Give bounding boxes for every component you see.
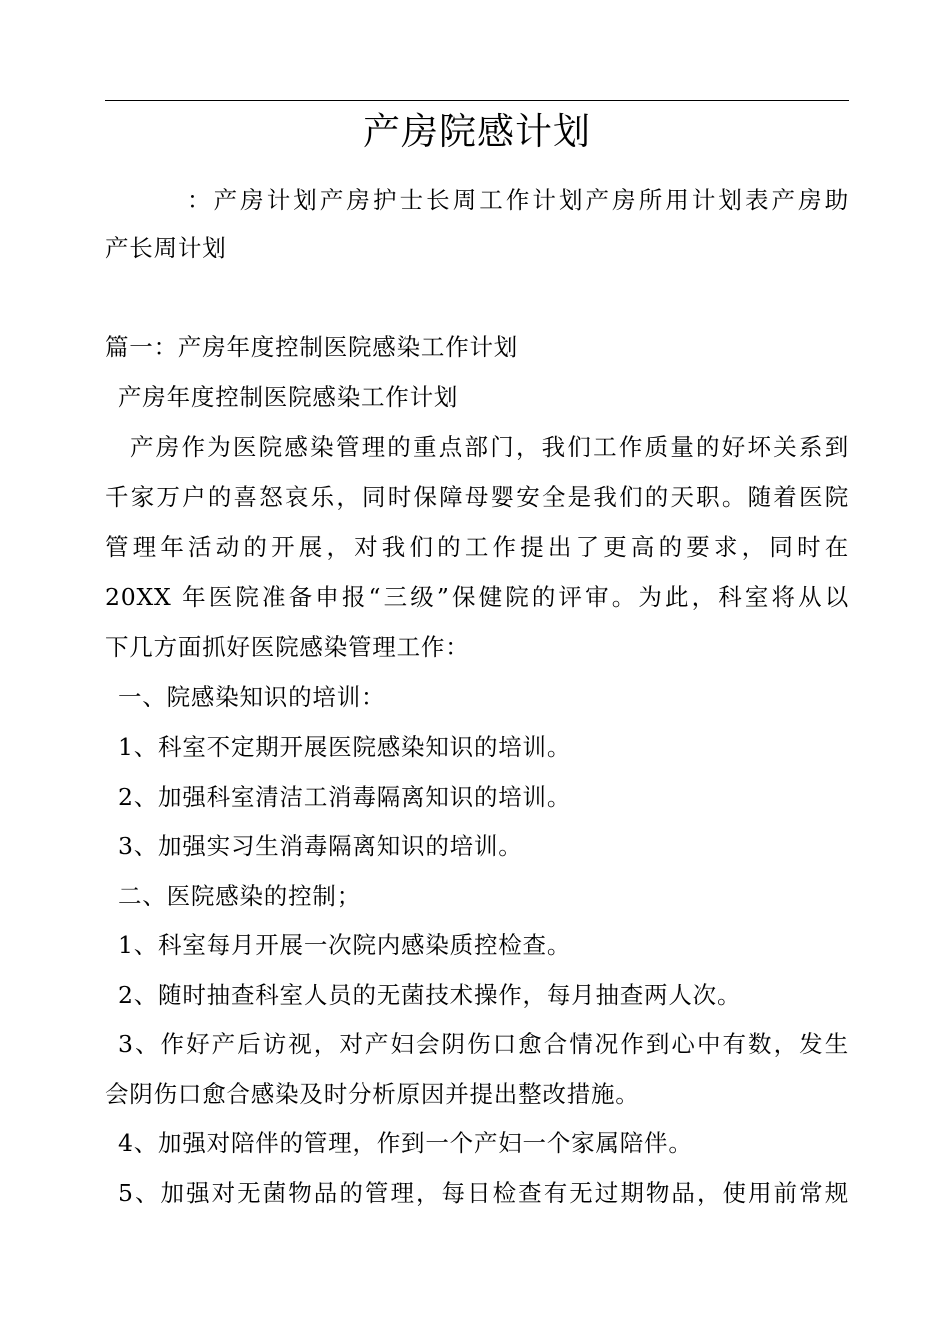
part1-item-3: 3、加强实习生消毒隔离知识的培训。 [118, 832, 523, 860]
part2-item-2: 2、随时抽查科室人员的无菌技术操作，每月抽查两人次。 [118, 981, 742, 1009]
part1-heading: 一、院感染知识的培训： [118, 683, 386, 711]
part1-item-2: 2、加强科室清洁工消毒隔离知识的培训。 [118, 783, 572, 811]
intro-line-5: 下几方面抓好医院感染管理工作： [105, 633, 470, 661]
section-heading: 篇一：产房年度控制医院感染工作计划 [105, 333, 519, 361]
part2-item-3-continued: 会阴伤口愈合感染及时分析原因并提出整改措施。 [105, 1080, 640, 1108]
part2-item-4: 4、加强对陪伴的管理，作到一个产妇一个家属陪伴。 [118, 1129, 693, 1157]
part2-item-5: 5、加强对无菌物品的管理，每日检查有无过期物品，使用前常规 [118, 1179, 849, 1207]
part2-item-1: 1、科室每月开展一次院内感染质控检查。 [118, 931, 572, 959]
part2-item-3: 3、作好产后访视，对产妇会阴伤口愈合情况作到心中有数，发生 [118, 1030, 849, 1058]
header-rule [105, 100, 849, 101]
part1-item-1: 1、科室不定期开展医院感染知识的培训。 [118, 733, 572, 761]
keywords-line-1: ：产房计划产房护士长周工作计划产房所用计划表产房助 [187, 186, 849, 214]
intro-line-4: 20XX 年医院准备申报“三级”保健院的评审。为此，科室将从以 [105, 583, 849, 611]
intro-line-1: 产房作为医院感染管理的重点部门，我们工作质量的好坏关系到 [130, 433, 849, 461]
document-title: 产房院感计划 [363, 110, 591, 153]
intro-line-3: 管理年活动的开展，对我们的工作提出了更高的要求，同时在 [105, 533, 849, 561]
sub-heading: 产房年度控制医院感染工作计划 [118, 383, 459, 411]
keywords-line-2: 产长周计划 [105, 234, 227, 262]
intro-line-2: 千家万户的喜怒哀乐，同时保障母婴安全是我们的天职。随着医院 [105, 483, 849, 511]
part2-heading: 二、医院感染的控制； [118, 882, 361, 910]
